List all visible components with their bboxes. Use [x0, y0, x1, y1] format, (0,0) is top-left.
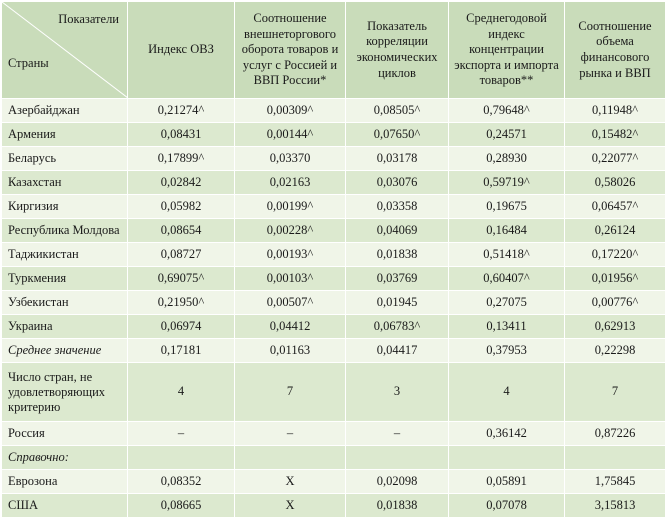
table-cell: 0,11948^	[565, 99, 666, 123]
table-row	[2, 315, 666, 339]
table-row	[2, 291, 666, 315]
table-row	[2, 267, 666, 291]
table-cell: Х	[235, 494, 346, 518]
empty-cell	[346, 446, 449, 470]
column-header: Показатель корреляции экономических циклов	[346, 2, 449, 99]
column-header: Среднегодовой индекс концентрации экспорта и импорта товаров**	[449, 2, 565, 99]
table-cell: 0,17899^	[128, 147, 235, 171]
table-cell: 0,36142	[449, 422, 565, 446]
header-row	[2, 2, 666, 99]
table-cell: 0,04069	[346, 219, 449, 243]
table-cell: –	[235, 422, 346, 446]
reference-label: Справочно:	[2, 446, 128, 470]
table-cell: 0,79648^	[449, 99, 565, 123]
table-row	[2, 470, 666, 494]
table-cell: 0,27075	[449, 291, 565, 315]
table-cell: 0,87226	[565, 422, 666, 446]
table-cell: 0,03076	[346, 171, 449, 195]
table-cell: 0,59719^	[449, 171, 565, 195]
table-cell: 0,00199^	[235, 195, 346, 219]
table-cell: 0,60407^	[449, 267, 565, 291]
table-cell: 0,00228^	[235, 219, 346, 243]
table-cell: 4	[449, 363, 565, 422]
table-cell: 0,04412	[235, 315, 346, 339]
country-name: Казахстан	[2, 171, 128, 195]
table-cell: 0,21274^	[128, 99, 235, 123]
table-cell: 0,15482^	[565, 123, 666, 147]
table-cell: 0,22298	[565, 339, 666, 363]
table-cell: –	[128, 422, 235, 446]
table-cell: 0,03370	[235, 147, 346, 171]
table-cell: 0,01956^	[565, 267, 666, 291]
country-name: Еврозона	[2, 470, 128, 494]
table-cell: 0,08654	[128, 219, 235, 243]
table-row	[2, 147, 666, 171]
russia-row	[2, 422, 666, 446]
corner-header-cell	[2, 2, 128, 99]
table-cell: 1,75845	[565, 470, 666, 494]
empty-cell	[449, 446, 565, 470]
table-row	[2, 99, 666, 123]
table-cell: 0,00776^	[565, 291, 666, 315]
table-row	[2, 195, 666, 219]
average-row	[2, 339, 666, 363]
table-cell: 0,16484	[449, 219, 565, 243]
table-cell: 0,01163	[235, 339, 346, 363]
column-header: Соотношение объема финансового рынка и ВВП	[565, 2, 666, 99]
table-cell: 0,17181	[128, 339, 235, 363]
table-cell: 0,00507^	[235, 291, 346, 315]
table-cell: 0,05891	[449, 470, 565, 494]
average-label: Среднее значение	[2, 339, 128, 363]
table-cell: 0,51418^	[449, 243, 565, 267]
country-name: Беларусь	[2, 147, 128, 171]
empty-cell	[565, 446, 666, 470]
table-cell: 0,01945	[346, 291, 449, 315]
table-row	[2, 494, 666, 518]
country-name: Украина	[2, 315, 128, 339]
noncompliant-count-row	[2, 363, 666, 422]
table-cell: –	[346, 422, 449, 446]
corner-indicators-label: Показатели	[58, 12, 119, 26]
empty-cell	[128, 446, 235, 470]
table-cell: 0,37953	[449, 339, 565, 363]
country-name: Таджикистан	[2, 243, 128, 267]
table-cell: 0,13411	[449, 315, 565, 339]
country-name: США	[2, 494, 128, 518]
table-cell: 0,02842	[128, 171, 235, 195]
table-cell: 0,58026	[565, 171, 666, 195]
corner-countries-label: Страны	[8, 56, 49, 71]
table-cell: 0,00103^	[235, 267, 346, 291]
table-cell: 0,17220^	[565, 243, 666, 267]
indicators-table	[1, 1, 666, 518]
table-cell: 0,24571	[449, 123, 565, 147]
table-cell: 0,03358	[346, 195, 449, 219]
table-cell: 0,05982	[128, 195, 235, 219]
country-name: Туркмения	[2, 267, 128, 291]
table-cell: 0,01838	[346, 243, 449, 267]
table-cell: 0,19675	[449, 195, 565, 219]
table-row	[2, 171, 666, 195]
table-cell: 0,01838	[346, 494, 449, 518]
noncompliant-count-label: Число стран, не удовлетворяющих критерию	[2, 363, 128, 422]
table-cell: 7	[565, 363, 666, 422]
empty-cell	[235, 446, 346, 470]
country-name: Узбекистан	[2, 291, 128, 315]
table-cell: 0,02098	[346, 470, 449, 494]
table-cell: 7	[235, 363, 346, 422]
table-cell: 0,02163	[235, 171, 346, 195]
table-cell: 0,00193^	[235, 243, 346, 267]
table-cell: 4	[128, 363, 235, 422]
table-cell: 0,08665	[128, 494, 235, 518]
table-cell: 0,07650^	[346, 123, 449, 147]
table-cell: 0,26124	[565, 219, 666, 243]
table-cell: 0,62913	[565, 315, 666, 339]
country-name: Республика Молдова	[2, 219, 128, 243]
table-cell: 0,03769	[346, 267, 449, 291]
table-cell: 0,08352	[128, 470, 235, 494]
table-cell: 0,06783^	[346, 315, 449, 339]
table-row	[2, 243, 666, 267]
reference-label-row	[2, 446, 666, 470]
table-cell: Х	[235, 470, 346, 494]
table-cell: 0,00309^	[235, 99, 346, 123]
country-name: Азербайджан	[2, 99, 128, 123]
table-cell: 0,08431	[128, 123, 235, 147]
column-header: Соотношение внешнеторгового оборота товаров и услуг с Россией и ВВП России*	[235, 2, 346, 99]
table-row	[2, 219, 666, 243]
table-row	[2, 123, 666, 147]
column-header: Индекс ОВЗ	[128, 2, 235, 99]
table-cell: 0,06457^	[565, 195, 666, 219]
table-cell: 0,08505^	[346, 99, 449, 123]
table-cell: 0,08727	[128, 243, 235, 267]
table-cell: 0,22077^	[565, 147, 666, 171]
country-name: Армения	[2, 123, 128, 147]
country-name: Россия	[2, 422, 128, 446]
table-cell: 3	[346, 363, 449, 422]
table-cell: 0,07078	[449, 494, 565, 518]
table-cell: 0,04417	[346, 339, 449, 363]
table-cell: 0,28930	[449, 147, 565, 171]
table-cell: 3,15813	[565, 494, 666, 518]
table-cell: 0,00144^	[235, 123, 346, 147]
table-cell: 0,69075^	[128, 267, 235, 291]
table-cell: 0,21950^	[128, 291, 235, 315]
country-name: Киргизия	[2, 195, 128, 219]
table-cell: 0,06974	[128, 315, 235, 339]
table-cell: 0,03178	[346, 147, 449, 171]
